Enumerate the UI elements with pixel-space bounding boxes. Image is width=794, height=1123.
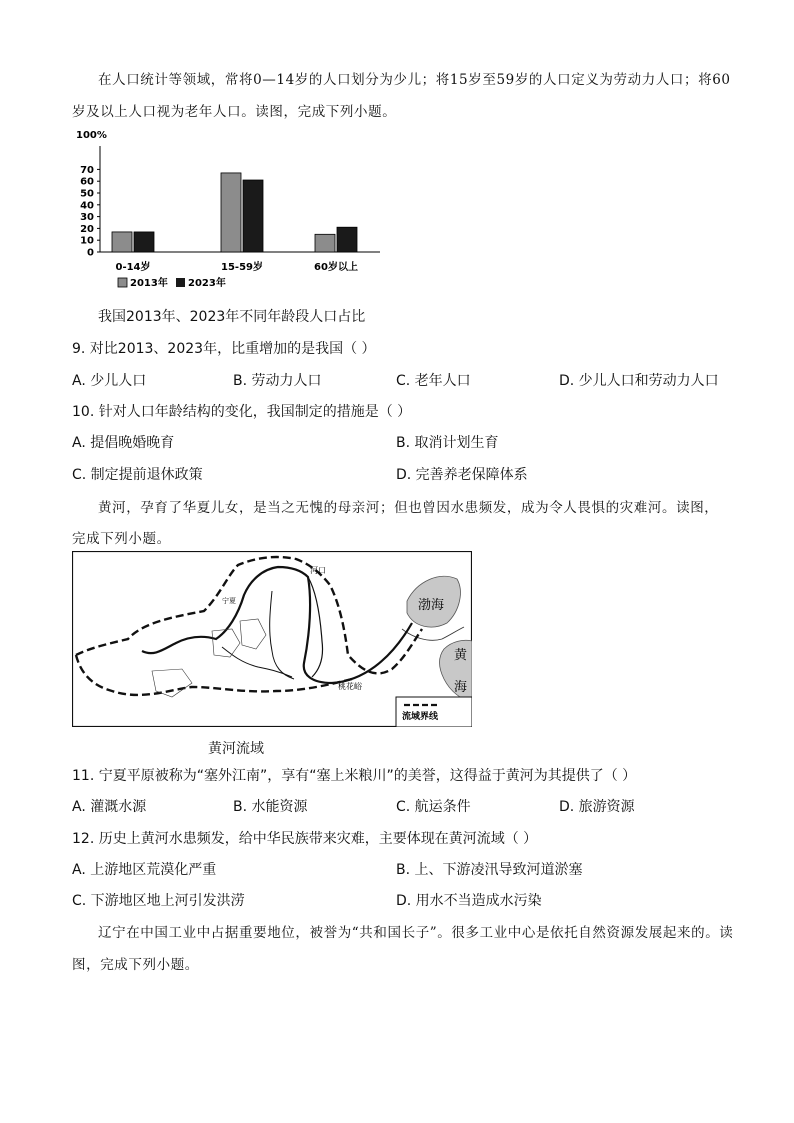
bar-2013年-15-59岁 <box>221 173 241 252</box>
q12-option-d[interactable]: D. 用水不当造成水污染 <box>396 893 542 909</box>
intro3-line-1: 辽宁在中国工业中占据重要地位，被誉为“共和国长子”。很多工业中心是依托自然资源发展起来的。读 <box>98 925 734 941</box>
q11-option-c[interactable]: C. 航运条件 <box>396 799 471 815</box>
q12-option-a[interactable]: A. 上游地区荒漠化严重 <box>72 862 217 878</box>
intro-line-1: 在人口统计等领域，常将0—14岁的人口划分为少儿；将15岁至59岁的人口定义为劳动力人口；将60 <box>98 72 731 88</box>
y-tick-label: 70 <box>80 164 94 176</box>
population-bar-chart <box>60 124 380 294</box>
map-label-hekou: 河口 <box>310 566 326 575</box>
q11-stem: 11. 宁夏平原被称为“塞外江南”，享有“塞上米粮川”的美誉，这得益于黄河为其提供了（ ） <box>72 768 637 784</box>
y-tick-label: 40 <box>80 200 94 212</box>
intro-line-2: 岁及以上人口视为老年人口。读图，完成下列小题。 <box>72 104 397 120</box>
bar-2023年-15-59岁 <box>243 180 263 252</box>
q10-option-b[interactable]: B. 取消计划生育 <box>396 435 499 451</box>
intro3-line-2: 图，完成下列小题。 <box>72 957 199 973</box>
x-tick-label: 60岁以上 <box>314 262 358 273</box>
bar-2023年-60岁以上 <box>337 227 357 252</box>
map-caption: 黄河流域 <box>208 741 264 757</box>
x-tick-label: 15-59岁 <box>221 262 263 273</box>
bar-2023年-0-14岁 <box>134 232 154 252</box>
y-tick-label: 10 <box>80 235 94 247</box>
q12-option-c[interactable]: C. 下游地区地上河引发洪涝 <box>72 893 245 909</box>
y-axis-label: 100% <box>76 130 107 141</box>
q9-option-d[interactable]: D. 少儿人口和劳动力人口 <box>559 373 719 389</box>
yellow-river-basin-map <box>72 551 472 727</box>
map-label-bohai: 渤海 <box>418 598 445 613</box>
q9-option-c[interactable]: C. 老年人口 <box>396 373 471 389</box>
y-tick-label: 50 <box>80 188 94 200</box>
legend-swatch-2013 <box>118 278 127 287</box>
intro2-line-2: 完成下列小题。 <box>72 531 171 547</box>
legend-label-2023: 2023年 <box>188 278 226 289</box>
bar-2013年-0-14岁 <box>112 232 132 252</box>
q10-option-c[interactable]: C. 制定提前退休政策 <box>72 467 203 483</box>
y-tick-label: 60 <box>80 176 94 188</box>
q12-option-b[interactable]: B. 上、下游凌汛导致河道淤塞 <box>396 862 583 878</box>
y-tick-label: 20 <box>80 223 94 235</box>
q10-option-a[interactable]: A. 提倡晚婚晚育 <box>72 435 175 451</box>
map-label-taohuayu: 桃花峪 <box>338 682 362 691</box>
map-legend-label: 流域界线 <box>402 712 439 722</box>
bar-2013年-60岁以上 <box>315 234 335 252</box>
q9-option-b[interactable]: B. 劳动力人口 <box>233 373 322 389</box>
map-label-ningxia: 宁夏 <box>222 597 236 605</box>
map-label-huang: 黄 <box>454 648 468 663</box>
q11-option-b[interactable]: B. 水能资源 <box>233 799 308 815</box>
x-tick-label: 0-14岁 <box>115 262 151 273</box>
legend-label-2013: 2013年 <box>130 278 168 289</box>
q9-option-a[interactable]: A. 少儿人口 <box>72 373 147 389</box>
y-tick-label: 0 <box>87 247 94 259</box>
y-tick-label: 30 <box>80 212 94 224</box>
chart-legend <box>118 276 226 289</box>
legend-swatch-2023 <box>176 278 185 287</box>
q10-stem: 10. 针对人口年龄结构的变化，我国制定的措施是（ ） <box>72 404 412 420</box>
q11-option-d[interactable]: D. 旅游资源 <box>559 799 635 815</box>
q11-option-a[interactable]: A. 灌溉水源 <box>72 799 147 815</box>
map-label-hai: 海 <box>454 680 468 695</box>
intro2-line-1: 黄河，孕育了华夏儿女，是当之无愧的母亲河；但也曾因水患频发，成为令人畏惧的灾难河。读图， <box>98 500 719 516</box>
q9-stem: 9. 对比2013、2023年，比重增加的是我国（ ） <box>72 341 376 357</box>
q12-stem: 12. 历史上黄河水患频发，给中华民族带来灾难，主要体现在黄河流域（ ） <box>72 831 538 847</box>
q10-option-d[interactable]: D. 完善养老保障体系 <box>396 467 528 483</box>
chart-title: 我国2013年、2023年不同年龄段人口占比 <box>98 309 366 325</box>
